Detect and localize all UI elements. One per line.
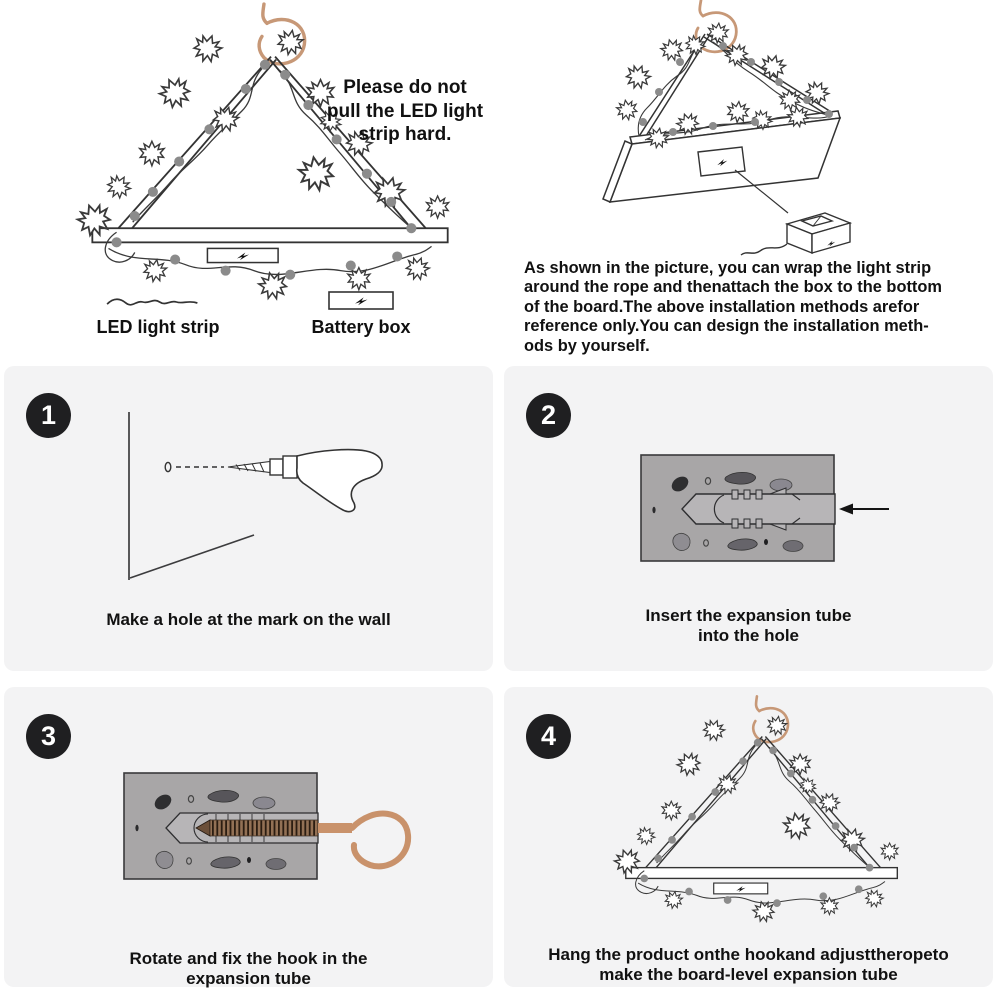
description-line: around the rope and thenattach the box to the bottom xyxy=(524,278,942,297)
description-line: of the board.The above installation methods arefor xyxy=(524,297,920,316)
description-line: reference only.You can design the installation meth- xyxy=(524,317,929,336)
step-number-badge: 4 xyxy=(526,714,571,759)
drill-wall-illustration xyxy=(104,394,444,599)
step-number-badge: 3 xyxy=(26,714,71,759)
step-panel-4 xyxy=(504,687,993,987)
battery-box-icon xyxy=(328,291,394,310)
triangle-shelf-illustration xyxy=(56,0,480,303)
step-caption: Rotate and fix the hook in the expansion tube xyxy=(129,949,368,988)
step-number-badge: 1 xyxy=(26,393,71,438)
hook-curve xyxy=(352,814,408,867)
hole-mark xyxy=(165,462,171,471)
drill-body xyxy=(297,450,382,512)
battery-box-3d xyxy=(787,213,850,253)
warning-line: pull the LED light xyxy=(326,100,484,122)
hook-screw xyxy=(196,820,352,836)
arrow-left-icon xyxy=(839,504,889,515)
step-panel-1 xyxy=(4,366,493,671)
battery-box-label: Battery box xyxy=(311,317,411,337)
description-line: ods by yourself. xyxy=(524,336,650,355)
angled-board-illustration xyxy=(555,0,995,258)
step-panel-3 xyxy=(4,687,493,987)
hook-in-tube-illustration xyxy=(116,769,416,881)
installation-description xyxy=(524,259,942,356)
drill-bit xyxy=(228,462,270,473)
warning-text xyxy=(307,76,503,147)
warning-line: Please do not xyxy=(343,77,467,98)
description-line: As shown in the picture, you can wrap the light strip xyxy=(524,259,932,277)
expansion-tube xyxy=(682,488,835,530)
hanging-product-illustration xyxy=(598,693,922,925)
power-cable xyxy=(741,244,787,255)
led-strip-label: LED light strip xyxy=(96,317,220,337)
step-panel-2 xyxy=(504,366,993,671)
warning-line: strip hard. xyxy=(358,124,452,145)
step-number-badge: 2 xyxy=(526,393,571,438)
led-strip-wavy-icon xyxy=(105,293,210,311)
step-caption: Make a hole at the mark on the wall xyxy=(106,610,391,629)
step-caption: Insert the expansion tube into the hole xyxy=(645,606,852,645)
step-caption: Hang the product onthe hookand adjusttheropeto make the board-level expansion tube xyxy=(548,945,949,984)
expansion-tube-illustration xyxy=(634,448,894,573)
